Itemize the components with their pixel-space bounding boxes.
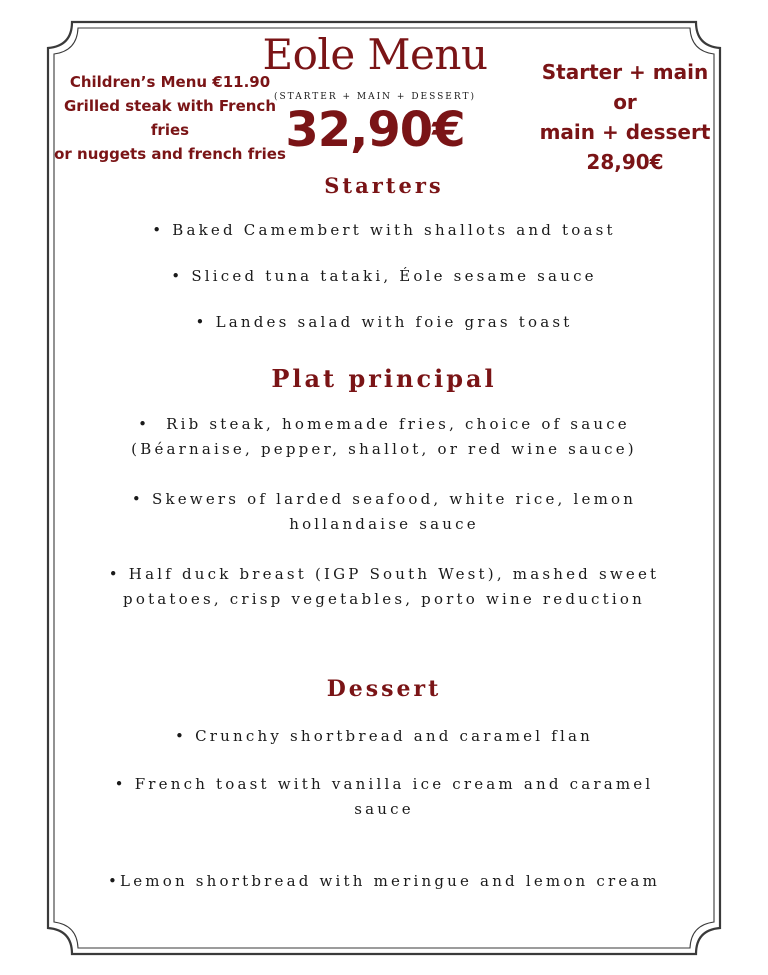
section-heading-main: Plat principal bbox=[271, 364, 497, 393]
list-item bbox=[60, 724, 708, 749]
children-menu-line: Grilled steak with French bbox=[63, 97, 277, 115]
list-item bbox=[60, 772, 708, 822]
item-text: potatoes, crisp vegetables, porto wine reduction bbox=[123, 590, 645, 608]
list-item bbox=[60, 412, 708, 462]
item-text: Crunchy shortbread and caramel flan bbox=[195, 727, 593, 745]
list-item bbox=[60, 869, 708, 894]
bullet: • bbox=[108, 565, 121, 583]
list-item bbox=[60, 310, 708, 335]
combo-offer bbox=[530, 57, 720, 177]
section-heading-dessert: Dessert bbox=[326, 676, 442, 702]
bullet: • bbox=[138, 415, 151, 433]
item-text: hollandaise sauce bbox=[289, 515, 479, 533]
item-text: Landes salad with foie gras toast bbox=[215, 313, 573, 331]
item-text: Rib steak, homemade fries, choice of sauce bbox=[166, 415, 630, 433]
item-text: sauce bbox=[354, 800, 414, 818]
menu-price: 32,90€ bbox=[285, 102, 465, 158]
bullet: • bbox=[171, 267, 184, 285]
combo-line: Starter + main bbox=[541, 60, 709, 84]
bullet: • bbox=[131, 490, 144, 508]
combo-line: main + dessert bbox=[539, 120, 711, 144]
item-text: Baked Camembert with shallots and toast bbox=[172, 221, 616, 239]
list-item bbox=[60, 264, 708, 289]
menu-title: Eole Menu bbox=[262, 30, 488, 79]
children-menu-line: fries bbox=[150, 121, 190, 139]
item-text: Skewers of larded seafood, white rice, lemon bbox=[151, 490, 637, 508]
item-text: Sliced tuna tataki, Éole sesame sauce bbox=[191, 267, 597, 285]
list-item bbox=[60, 487, 708, 537]
children-menu-line: or nuggets and french fries bbox=[54, 145, 286, 163]
bullet: • bbox=[107, 872, 121, 890]
item-text: Lemon shortbread with meringue and lemon cream bbox=[120, 872, 660, 890]
menu-subtitle: (STARTER + MAIN + DESSERT) bbox=[274, 92, 476, 102]
section-heading-starters: Starters bbox=[324, 173, 444, 198]
combo-line: or bbox=[613, 90, 637, 114]
list-item bbox=[60, 218, 708, 243]
combo-price: 28,90€ bbox=[586, 150, 664, 174]
bullet: • bbox=[114, 775, 127, 793]
item-text: (Béarnaise, pepper, shallot, or red wine sauce) bbox=[131, 440, 637, 458]
list-item bbox=[60, 562, 708, 612]
children-menu-price: Children’s Menu €11.90 bbox=[69, 73, 271, 91]
bullet: • bbox=[195, 313, 208, 331]
bullet: • bbox=[152, 221, 165, 239]
item-text: French toast with vanilla ice cream and caramel bbox=[134, 775, 654, 793]
bullet: • bbox=[175, 727, 188, 745]
item-text: Half duck breast (IGP South West), mashed sweet bbox=[128, 565, 660, 583]
